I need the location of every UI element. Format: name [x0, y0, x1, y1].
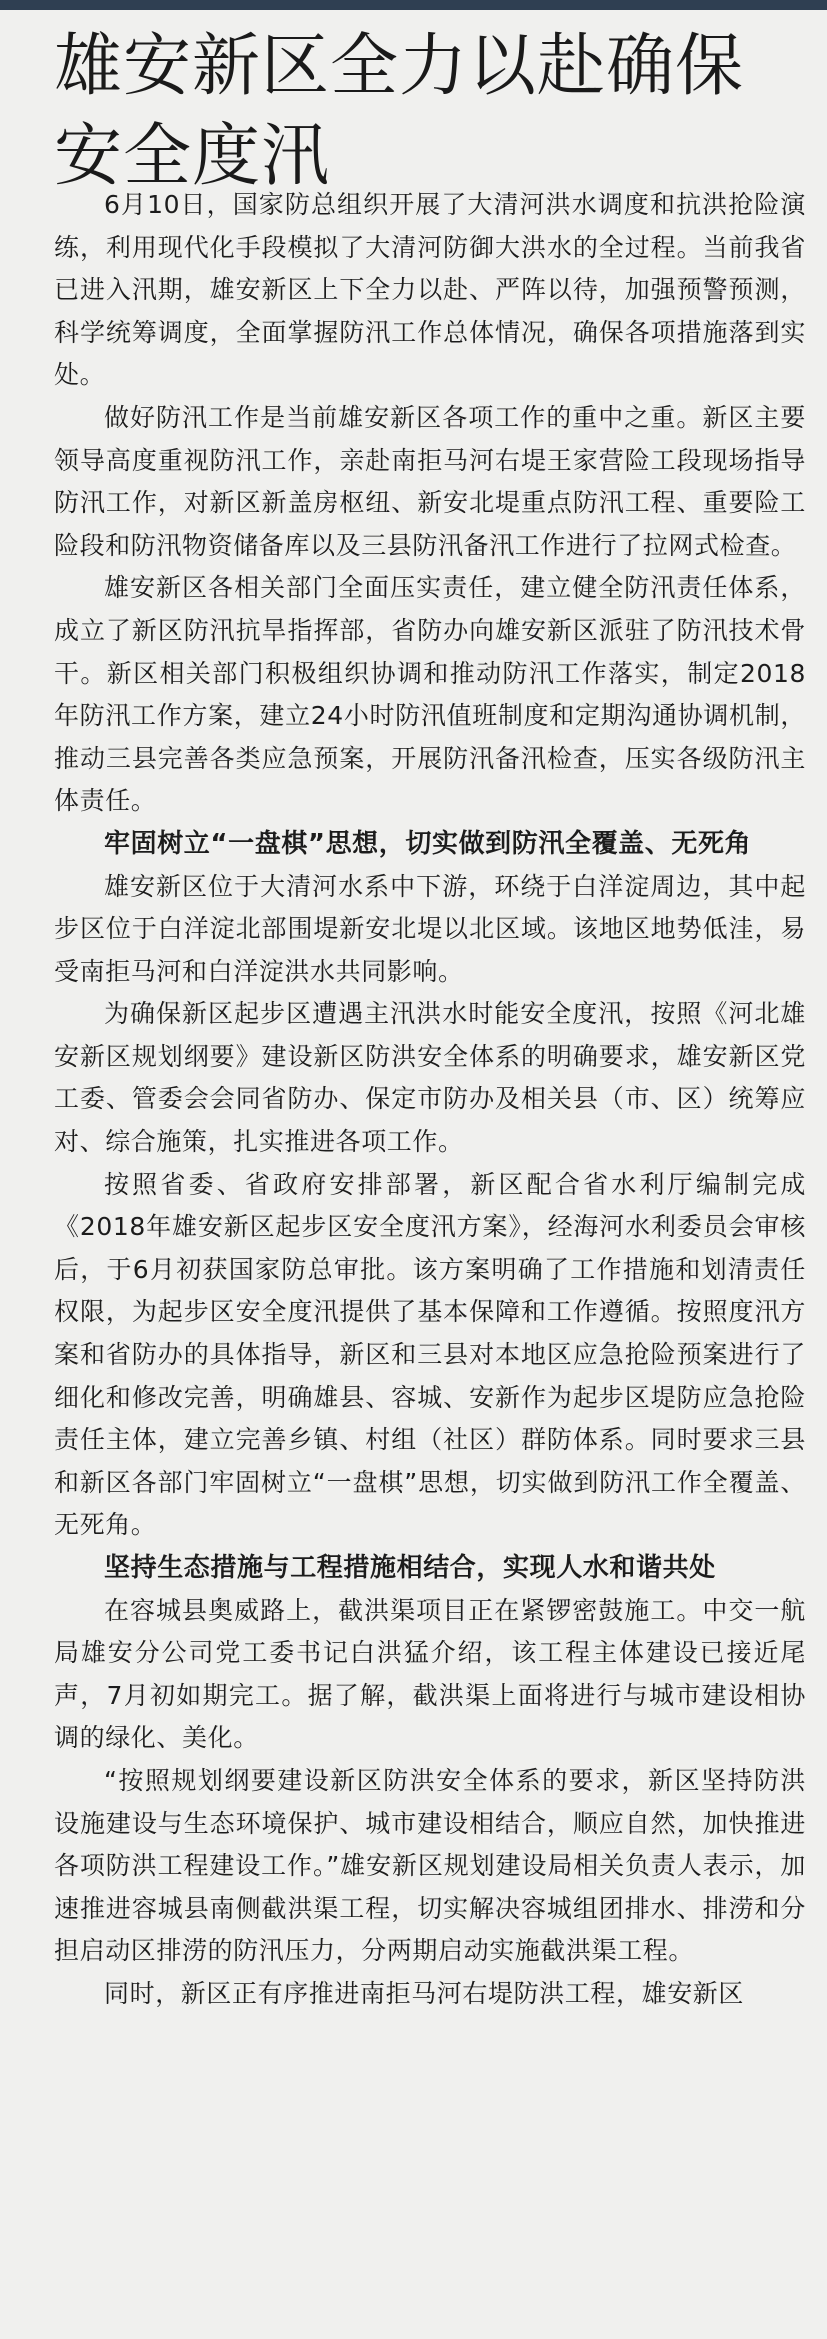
paragraph: 雄安新区位于大清河水系中下游，环绕于白洋淀周边，其中起步区位于白洋淀北部围堤新安北堤以北区域。该地区地势低洼，易受南拒马河和白洋淀洪水共同影响。	[54, 871, 806, 986]
paragraph: 为确保新区起步区遭遇主汛洪水时能安全度汛，按照《河北雄安新区规划纲要》建设新区防洪安全体系的明确要求，雄安新区党工委、管委会会同省防办、保定市防办及相关县（市、区）统筹应对、综合施策，扎实推进各项工作。	[54, 999, 806, 1157]
section-subheading: 坚持生态措施与工程措施相结合，实现人水和谐共处	[104, 1553, 716, 1583]
paragraph: “按照规划纲要建设新区防洪安全体系的要求，新区坚持防洪设施建设与生态环境保护、城市建设相结合，顺应自然，加快推进各项防洪工程建设工作。”雄安新区规划建设局相关负责人表示，加速推进容城县南侧截洪渠工程，切实解决容城组团排水、排涝和分担启动区排涝的防汛压力，分两期启动实施截洪渠工程。	[54, 1765, 806, 1966]
section-subheading: 牢固树立“一盘棋”思想，切实做到防汛全覆盖、无死角	[104, 828, 752, 859]
paragraph: 在容城县奥威路上，截洪渠项目正在紧锣密鼓施工。中交一航局雄安分公司党工委书记白洪猛介绍，该工程主体建设已接近尾声，7月初如期完工。据了解，截洪渠上面将进行与城市建设相协调的绿化、美化。	[54, 1595, 806, 1753]
paragraph: 做好防汛工作是当前雄安新区各项工作的重中之重。新区主要领导高度重视防汛工作，亲赴南拒马河右堤王家营险工段现场指导防汛工作，对新区新盖房枢纽、新安北堤重点防汛工程、重要险工险段和防汛物资储备库以及三县防汛备汛工作进行了拉网式检查。	[54, 402, 806, 560]
article-body	[54, 184, 806, 2016]
paragraph: 6月10日，国家防总组织开展了大清河洪水调度和抗洪抢险演练，利用现代化手段模拟了大清河防御大洪水的全过程。当前我省已进入汛期，雄安新区上下全力以赴、严阵以待，加强预警预测，科学统筹调度，全面掌握防汛工作总体情况，确保各项措施落到实处。	[54, 190, 806, 390]
paragraph: 按照省委、省政府安排部署，新区配合省水利厅编制完成《2018年雄安新区起步区安全度汛方案》，经海河水利委员会审核后，于6月初获国家防总审批。该方案明确了工作措施和划清责任权限，为起步区安全度汛提供了基本保障和工作遵循。按照度汛方案和省防办的具体指导，新区和三县对本地区应急抢险预案进行了细化和修改完善，明确雄县、容城、安新作为起步区堤防应急抢险责任主体，建立完善乡镇、村组（社区）群防体系。同时要求三县和新区各部门牢固树立“一盘棋”思想，切实做到防汛工作全覆盖、无死角。	[54, 1169, 806, 1540]
paragraph: 雄安新区各相关部门全面压实责任，建立健全防汛责任体系，成立了新区防汛抗旱指挥部，省防办向雄安新区派驻了防汛技术骨干。新区相关部门积极组织协调和推动防汛工作落实，制定2018年防汛工作方案，建立24小时防汛值班制度和定期沟通协调机制，推动三县完善各类应急预案，开展防汛备汛检查，压实各级防汛主体责任。	[54, 573, 806, 816]
article-headline: 雄安新区全力以赴确保安全度汛	[54, 27, 745, 196]
top-color-bar	[0, 0, 827, 10]
paragraph: 同时，新区正有序推进南拒马河右堤防洪工程，雄安新区	[104, 1978, 745, 2008]
